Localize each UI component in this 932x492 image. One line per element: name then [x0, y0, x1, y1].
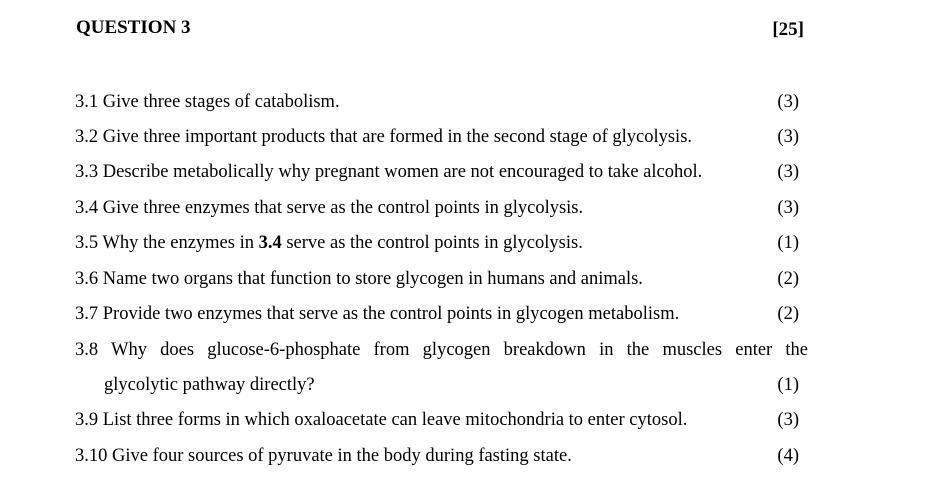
question-3-10 [75, 444, 799, 468]
question-text: 3.2 Give three important products that are formed in the second stage of glycolysis. [75, 127, 693, 147]
question-title: QUESTION 3 [76, 17, 191, 38]
question-marks: (1) [777, 375, 799, 395]
question-text: 3.4 Give three enzymes that serve as the control points in glycolysis. [75, 198, 584, 218]
question-marks: (3) [777, 92, 799, 112]
question-3-6 [75, 267, 799, 291]
question-marks: (4) [777, 446, 799, 466]
question-3-5 [75, 231, 799, 255]
question-reference-bold: 3.4 [258, 233, 282, 253]
question-3-7 [75, 302, 799, 326]
question-text: 3.1 Give three stages of catabolism. [75, 92, 340, 112]
question-marks: (3) [777, 198, 799, 218]
question-marks: (2) [777, 304, 799, 324]
question-marks: (3) [777, 410, 799, 430]
question-3-4 [75, 196, 799, 220]
question-marks: (1) [777, 233, 799, 253]
question-marks: (3) [777, 162, 799, 182]
question-3-8-line1: 3.8 Why does glucose-6-phosphate from glycogen breakdown in the muscles enter the [75, 340, 808, 360]
question-3-9 [75, 408, 799, 432]
question-text-after: serve as the control points in glycolysis. [281, 233, 583, 253]
question-marks: (2) [777, 269, 799, 289]
question-marks: (3) [777, 127, 799, 147]
question-text: 3.7 Provide two enzymes that serve as the control points in glycogen metabolism. [75, 304, 680, 324]
question-header [76, 17, 804, 45]
question-text: 3.6 Name two organs that function to store glycogen in humans and animals. [75, 269, 643, 289]
question-text-before: 3.5 Why the enzymes in [75, 233, 259, 253]
question-text: 3.3 Describe metabolically why pregnant women are not encouraged to take alcohol. [75, 162, 703, 182]
question-total-marks: [25] [772, 19, 804, 40]
question-text: 3.10 Give four sources of pyruvate in the body during fasting state. [75, 446, 572, 466]
question-text: 3.9 List three forms in which oxaloacetate can leave mitochondria to enter cytosol. [75, 410, 688, 430]
question-3-3 [75, 160, 799, 184]
question-3-1 [75, 90, 799, 114]
question-text: glycolytic pathway directly? [104, 375, 315, 395]
question-3-8-line2 [104, 373, 799, 397]
question-3-2 [75, 125, 799, 149]
question-text [75, 231, 583, 255]
